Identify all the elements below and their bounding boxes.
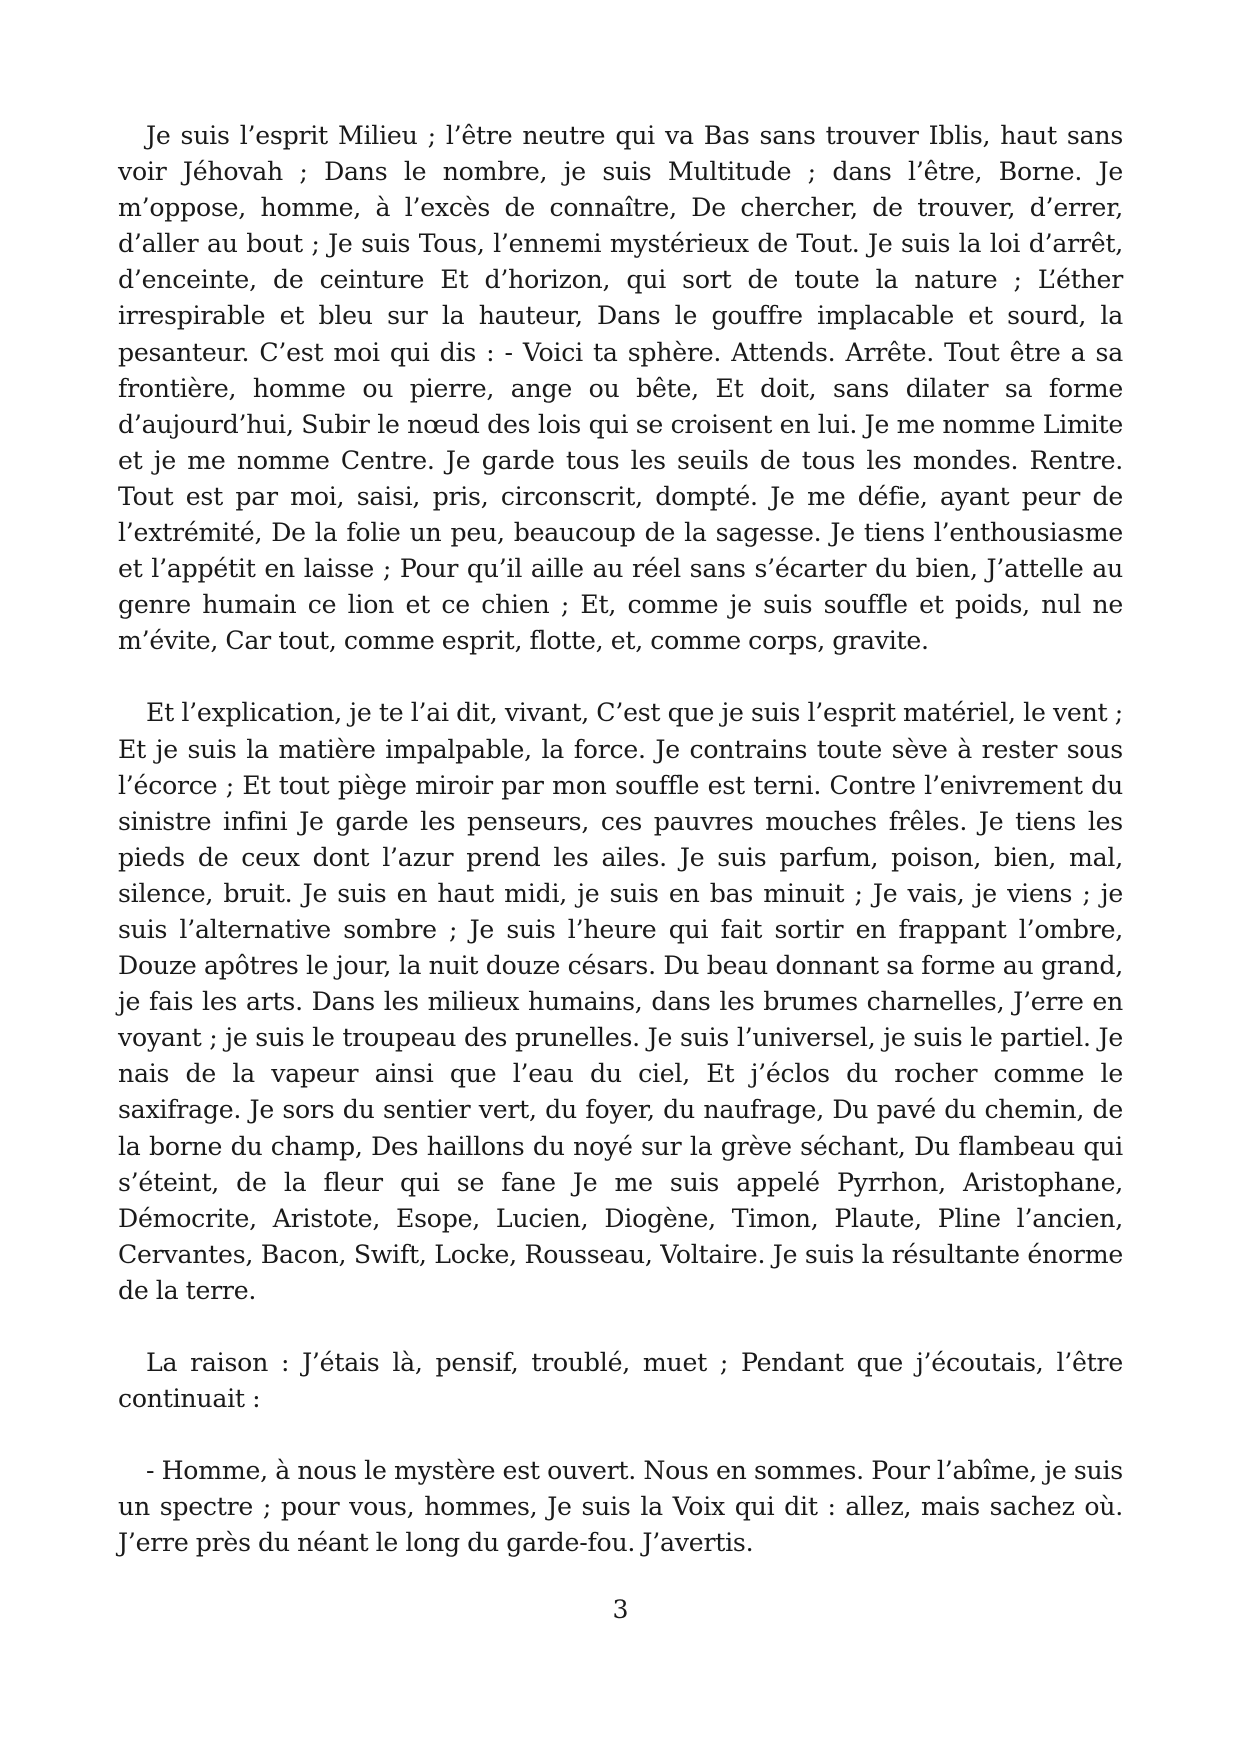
paragraph-1: Je suis l’esprit Milieu ; l’être neutre qui va Bas sans trouver Iblis, haut sans voir Jéhovah ; Dans le nombre, je suis Multitude ; dans l’être, Borne. Je m’oppose, homme, à l’excès de connaître, De chercher, de trouver, d’errer, d’aller au bout ; Je suis Tous, l’ennemi mystérieux de Tout. Je suis la loi d’arrêt, d’enceinte, de ceinture Et d’horizon, qui sort de toute la nature ; L’éther irrespirable et bleu sur la hauteur, Dans le gouffre implacable et sourd, la pesanteur. C’est moi qui dis : - Voici ta sphère. Attends. Arrête. Tout être a sa frontière, homme ou pierre, ange ou bête, Et doit, sans dilater sa forme d’aujourd’hui, Subir le nœud des lois qui se croisent en lui. Je me nomme Limite et je me nomme Centre. Je garde tous les seuils de tous les mondes. Rentre. Tout est par moi, saisi, pris, circonscrit, dompté. Je me défie, ayant peur de l’extrémité, De la folie un peu, beaucoup de la sagesse. Je tiens l’enthousiasme et l’appétit en laisse ; Pour qu’il aille au réel sans s’écarter du bien, J’attelle au genre humain ce lion et ce chien ; Et, comme je suis souffle et poids, nul ne m’évite, Car tout, comme esprit, flotte, et, comme corps, gravite. <box>118 121 1123 656</box>
body-text <box>118 118 1123 1597</box>
paragraph-3: La raison : J’étais là, pensif, troublé, muet ; Pendant que j’écoutais, l’être continuait : <box>118 1348 1123 1414</box>
paragraph-2: Et l’explication, je te l’ai dit, vivant, C’est que je suis l’esprit matériel, le vent ; Et je suis la matière impalpable, la force. Je contrains toute sève à rester sous l’écorce ; Et tout piège miroir par mon souffle est terni. Contre l’enivrement du sinistre infini Je garde les penseurs, ces pauvres mouches frêles. Je tiens les pieds de ceux dont l’azur prend les ailes. Je suis parfum, poison, bien, mal, silence, bruit. Je suis en haut midi, je suis en bas minuit ; Je vais, je viens ; je suis l’alternative sombre ; Je suis l’heure qui fait sortir en frappant l’ombre, Douze apôtres le jour, la nuit douze césars. Du beau donnant sa forme au grand, je fais les arts. Dans les milieux humains, dans les brumes charnelles, J’erre en voyant ; je suis le troupeau des prunelles. Je suis l’universel, je suis le partiel. Je nais de la vapeur ainsi que l’eau du ciel, Et j’éclos du rocher comme le saxifrage. Je sors du sentier vert, du foyer, du naufrage, Du pavé du chemin, de la borne du champ, Des haillons du noyé sur la grève séchant, Du flambeau qui s’éteint, de la fleur qui se fane Je me suis appelé Pyrrhon, Aristophane, Démocrite, Aristote, Esope, Lucien, Diogène, Timon, Plaute, Pline l’ancien, Cervantes, Bacon, Swift, Locke, Rousseau, Voltaire. Je suis la résultante énorme de la terre. <box>118 698 1123 1305</box>
page-number: 3 <box>612 1595 629 1624</box>
paragraph-4: - Homme, à nous le mystère est ouvert. Nous en sommes. Pour l’abîme, je suis un spectre ; pour vous, hommes, Je suis la Voix qui dit : allez, mais sachez où. J’erre près du néant le long du garde-fou. J’avertis. <box>118 1456 1123 1558</box>
